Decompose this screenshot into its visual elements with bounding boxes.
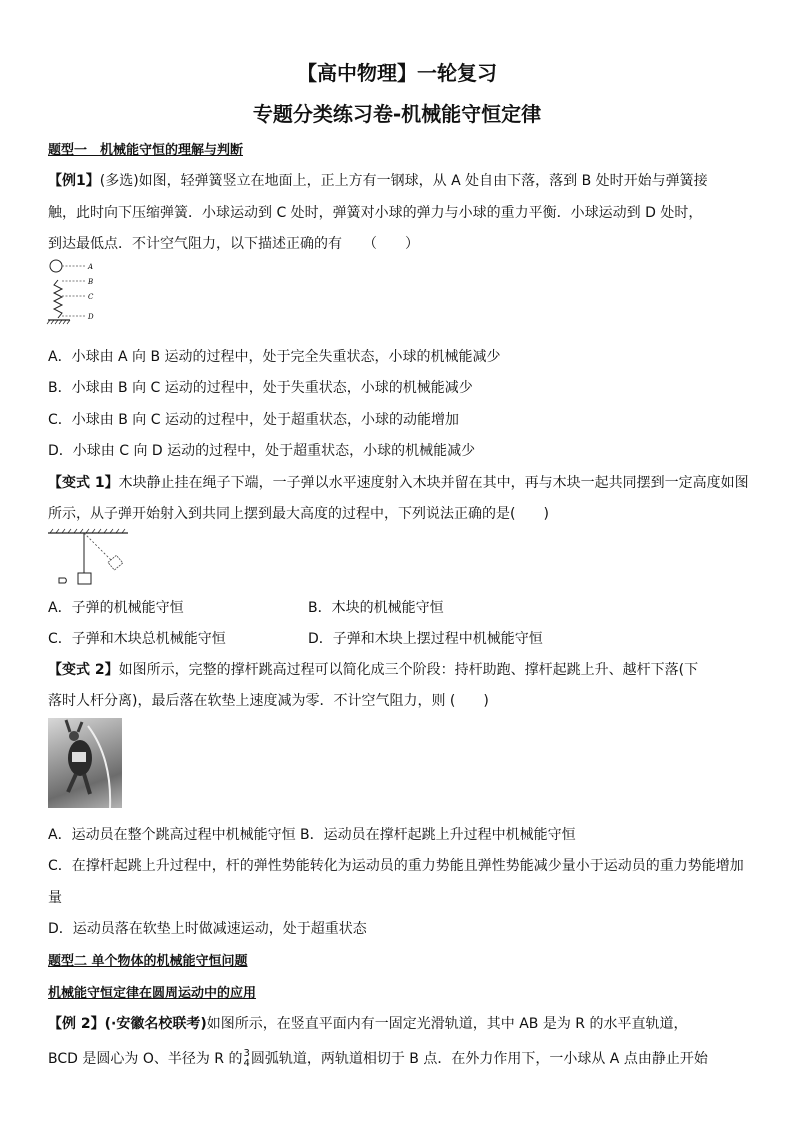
question-4-tag: 【例 2】 — [48, 1016, 105, 1032]
question-4-line-1: 【例 2】(·安徽名校联考)如图所示，在竖直平面内有一固定光滑轨道，其中 AB 是为 R 的水平直轨道， — [48, 1016, 688, 1032]
question-1-line-3: 到达最低点．不计空气阻力，以下描述正确的有 （ ） — [48, 236, 419, 252]
question-2-line-1: 【变式 1】木块静止挂在绳子下端，一子弹以水平速度射入木块并留在其中，再与木块一起共同摆到一定高度如图 — [48, 475, 749, 491]
steel-ball — [50, 260, 62, 272]
section-subheading: 机械能守恒定律在圆周运动中的应用 — [48, 986, 257, 1001]
question-2-option-d: D．子弹和木块上摆过程中机械能守恒 — [308, 631, 543, 647]
bullet — [59, 578, 66, 583]
section-heading-2: 题型二 单个物体的机械能守恒问题 — [48, 954, 248, 969]
wooden-block — [78, 573, 91, 584]
question-4-source: (·安徽名校联考) — [104, 1016, 207, 1032]
spring — [54, 280, 62, 318]
section-heading-1: 题型一 机械能守恒的理解与判断 — [48, 143, 244, 158]
question-2-line-2: 所示，从子弹开始射入到共同上摆到最大高度的过程中，下列说法正确的是( ) — [48, 506, 549, 522]
question-3-line-2: 落时人杆分离)，最后落在软垫上速度减为零．不计空气阻力，则 ( ) — [48, 693, 489, 709]
question-4-line-2: BCD 是圆心为 O、半径为 R 的 3 4 圆弧轨道，两轨道相切于 B 点．在外力作用下，一小球从 A 点由静止开始 — [48, 1048, 708, 1069]
question-2-option-b: B．木块的机械能守恒 — [308, 600, 444, 616]
page-title: 【高中物理】一轮复习 — [297, 61, 497, 85]
label-a: A — [88, 263, 94, 271]
label-c: C — [88, 293, 94, 301]
question-3-option-ab: A．运动员在整个跳高过程中机械能守恒 B．运动员在撑杆起跳上升过程中机械能守恒 — [48, 827, 576, 843]
question-2-option-a: A．子弹的机械能守恒 — [48, 600, 184, 616]
label-d: D — [88, 313, 94, 321]
pole-vault-photo — [48, 718, 122, 808]
question-1-line-1: 【例1】(多选)如图，轻弹簧竖立在地面上，正上方有一钢球，从 A 处自由下落，落到 B 处时开始与弹簧接 — [48, 173, 708, 189]
question-2-option-c: C．子弹和木块总机械能守恒 — [48, 631, 226, 647]
question-3-line-1: 【变式 2】如图所示，完整的撑杆跳高过程可以简化成三个阶段：持杆助跑、撑杆起跳上升、越杆下落(下 — [48, 662, 699, 678]
question-3-option-c-line-2: 量 — [48, 890, 62, 906]
question-1-line-2: 触，此时向下压缩弹簧．小球运动到 C 处时，弹簧对小球的弹力与小球的重力平衡．小球运动到 D 处时， — [48, 205, 703, 221]
question-3-option-d: D．运动员落在软垫上时做减速运动，处于超重状态 — [48, 921, 367, 937]
question-1-option-d: D．小球由 C 向 D 运动的过程中，处于超重状态，小球的机械能减少 — [48, 443, 476, 459]
pendulum-block-figure — [46, 527, 136, 587]
question-2-tag: 【变式 1】 — [48, 475, 119, 491]
swung-block — [108, 555, 123, 570]
fraction: 3 4 — [243, 1048, 250, 1069]
label-b: B — [88, 278, 94, 286]
swung-rope — [84, 533, 112, 561]
question-1-option-b: B．小球由 B 向 C 运动的过程中，处于失重状态，小球的机械能减少 — [48, 380, 473, 396]
question-1-option-c: C．小球由 B 向 C 运动的过程中，处于超重状态，小球的动能增加 — [48, 412, 459, 428]
page-subtitle: 专题分类练习卷-机械能守恒定律 — [252, 102, 542, 126]
question-1-option-a: A．小球由 A 向 B 运动的过程中，处于完全失重状态，小球的机械能减少 — [48, 349, 501, 365]
question-1-tag: 【例1】 — [48, 173, 100, 189]
question-3-tag: 【变式 2】 — [48, 662, 119, 678]
spring-ball-figure — [46, 258, 106, 334]
question-3-option-c-line-1: C．在撑杆起跳上升过程中，杆的弹性势能转化为运动员的重力势能且弹性势能减少量小于运动员的重力势能增加 — [48, 858, 744, 874]
